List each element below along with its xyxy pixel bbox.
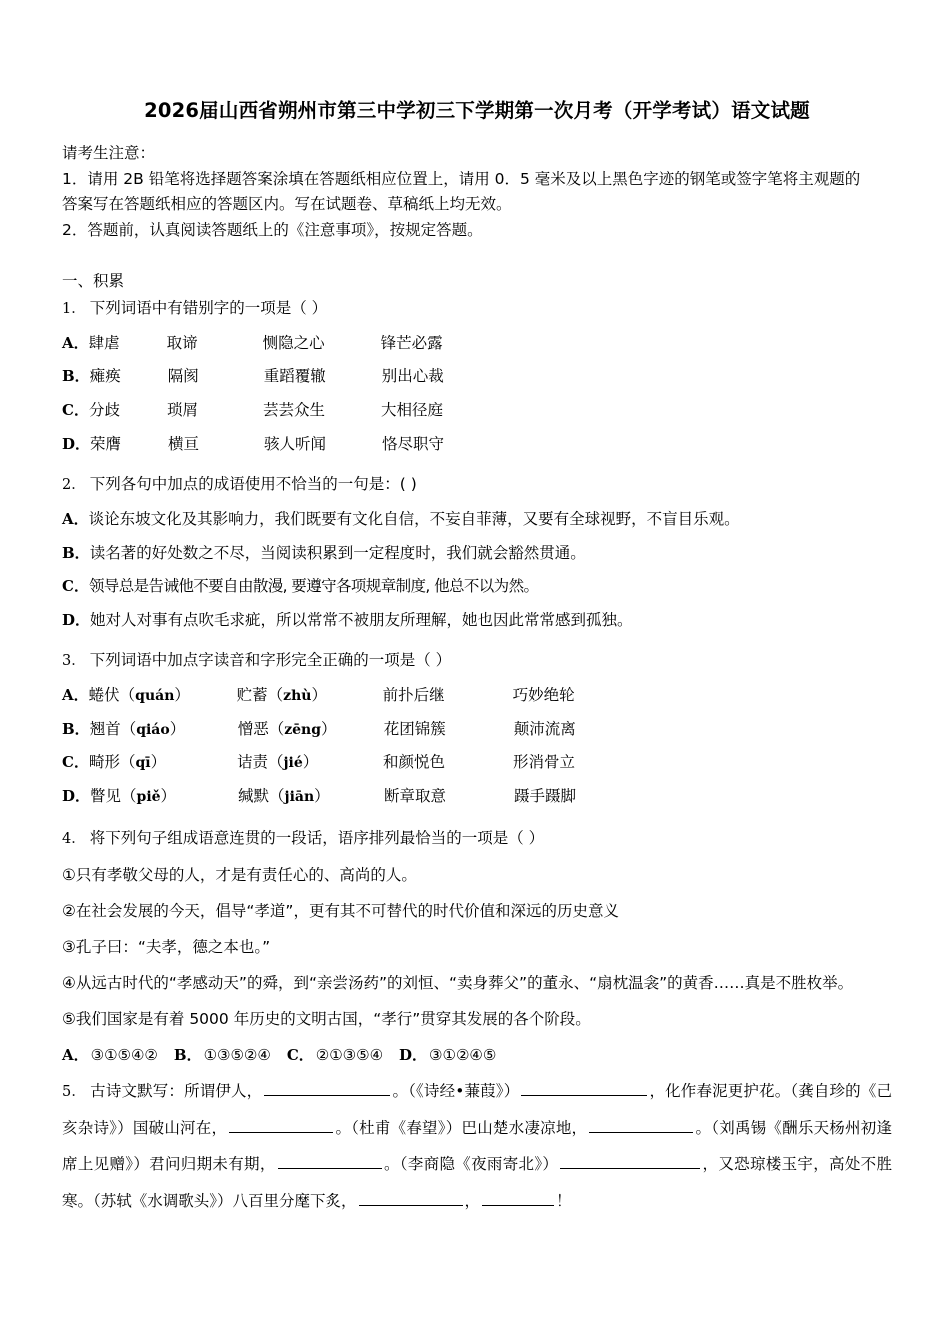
q5-part-4: 。（杜甫《春望》）巴山楚水凄凉地， — [335, 1118, 588, 1137]
pinyin-annotation: jié — [283, 755, 303, 772]
notice-line-3: 2．答题前，认真阅读答题纸上的《注意事项》，按规定答题。 — [62, 220, 483, 239]
notice-line-2: 答案写在答题纸相应的答题区内。写在试题卷、草稿纸上均无效。 — [62, 195, 512, 214]
option-label: D． — [62, 435, 91, 454]
q5-blank-8[interactable] — [482, 1190, 554, 1206]
option-word-2: 取谛 — [166, 333, 198, 352]
option-word-3: 花团锦簇 — [383, 719, 446, 738]
paper-body — [62, 96, 892, 1221]
question-4-statement-3: ③孔子曰：“夫孝，德之本也。” — [62, 938, 271, 957]
option-word-4: 形消骨立 — [512, 753, 575, 772]
q5-blank-4[interactable] — [589, 1117, 693, 1133]
question-3-option-d[interactable] — [62, 784, 892, 809]
q5-blank-2[interactable] — [521, 1081, 647, 1097]
option-word-1: 肆虐 — [88, 333, 120, 352]
option-word-3: 前扑后继 — [382, 685, 445, 704]
q5-blank-5[interactable] — [278, 1153, 382, 1169]
question-3-option-c[interactable] — [62, 750, 892, 775]
question-5 — [62, 1073, 892, 1219]
option-label: B． — [62, 719, 90, 738]
option-word-2: 缄默（jiān） — [238, 787, 330, 806]
question-4-text: 将下列句子组成语意连贯的一段话，语序排列最恰当的一项是（ ） — [89, 829, 545, 848]
question-4-stem — [62, 825, 892, 852]
option-label: B． — [62, 367, 90, 386]
answer-label-d[interactable]: D． — [399, 1045, 428, 1064]
option-word-1: 畸形（qī） — [88, 753, 167, 772]
question-3 — [62, 647, 892, 809]
question-4-number: 4． — [62, 831, 86, 848]
question-4-answer-options — [62, 1043, 892, 1068]
question-1-option-a[interactable] — [62, 331, 892, 356]
option-label: D． — [62, 611, 91, 630]
question-3-stem — [62, 647, 892, 674]
question-2-option-d[interactable] — [62, 608, 892, 633]
q5-blank-7[interactable] — [359, 1190, 463, 1206]
option-word-1: 蜷伏（quán） — [88, 685, 190, 704]
option-label: D． — [62, 787, 91, 806]
q5-part-1: 所谓伊人， — [184, 1082, 263, 1101]
option-word-2: 贮蓄（zhù） — [236, 685, 327, 704]
question-1 — [62, 295, 892, 457]
notice-heading: 请考生注意： — [62, 144, 156, 163]
option-word-4: 蹑手蹑脚 — [514, 787, 577, 806]
option-word-2: 琐屑 — [166, 401, 198, 420]
option-word-3: 断章取意 — [384, 787, 447, 806]
option-word-1: 瘫痪 — [89, 367, 121, 386]
option-word-4: 巧妙绝轮 — [512, 685, 575, 704]
q5-part-2: 。（《诗经•蒹葭》） — [392, 1082, 520, 1101]
option-word-2: 憎恶（zēng） — [237, 719, 337, 738]
option-word-3: 恻隐之心 — [262, 333, 325, 352]
question-3-text: 下列词语中加点字读音和字形完全正确的一项是（ ） — [89, 650, 452, 669]
question-3-option-a[interactable] — [62, 683, 892, 708]
question-2-option-b[interactable] — [62, 541, 892, 566]
answer-label-c[interactable]: C． — [286, 1045, 314, 1064]
page-title: 2026届山西省朔州市第三中学初三下学期第一次月考（开学考试）语文试题 — [144, 99, 810, 122]
option-label: B． — [62, 543, 90, 562]
question-2-text: 下列各句中加点的成语使用不恰当的一句是：( ) — [89, 474, 417, 493]
question-2-option-c[interactable] — [62, 574, 892, 599]
option-word-2: 横亘 — [168, 435, 200, 454]
option-word-2: 诘责（jié） — [236, 753, 319, 772]
question-4-statement-1: ①只有孝敬父母的人，才是有责任心的、高尚的人。 — [62, 866, 417, 885]
question-3-option-b[interactable] — [62, 717, 892, 742]
answer-label-b[interactable]: B． — [173, 1045, 202, 1064]
pinyin-annotation: jiān — [284, 789, 315, 806]
question-2-stem — [62, 471, 892, 498]
question-1-stem — [62, 295, 892, 322]
option-label: C． — [62, 401, 89, 420]
question-4 — [62, 825, 892, 1067]
option-word-4: 恪尽职守 — [382, 435, 445, 454]
q5-part-5: 。（刘禹锡《酬乐天杨州初逢席上见赠》）君问归期未有期， — [62, 1118, 892, 1174]
option-text: 她对人对事有点吹毛求疵，所以常常不被朋友所理解，她也因此常常感到孤独。 — [90, 611, 633, 630]
pinyin-annotation: quán — [135, 687, 175, 704]
option-word-3: 芸芸众生 — [262, 401, 325, 420]
q5-blank-3[interactable] — [229, 1117, 333, 1133]
question-4-statement-4: ④从远古时代的“孝感动天”的舜，到“亲尝汤药”的刘恒、“卖身葬父”的董永、“扇枕温衾”的黄香……真是不胜枚举。 — [62, 974, 854, 993]
option-text: 读名著的好处数之不尽，当阅读积累到一定程度时，我们就会豁然贯通。 — [89, 543, 586, 562]
question-5-stem: 古诗文默写： — [90, 1082, 185, 1101]
question-1-number: 1． — [62, 300, 86, 317]
q5-blank-1[interactable] — [264, 1081, 390, 1097]
answer-text-b[interactable]: ①③⑤②④ — [203, 1045, 271, 1064]
option-word-3: 骇人听闻 — [264, 435, 327, 454]
option-word-4: 锋芒必露 — [380, 333, 443, 352]
answer-text-d[interactable]: ③①②④⑤ — [429, 1045, 497, 1064]
option-label: A． — [62, 509, 89, 528]
question-1-option-c[interactable] — [62, 398, 892, 423]
option-text: 谈论东坡文化及其影响力，我们既要有文化自信，不妄自菲薄，又要有全球视野，不盲目乐观。 — [88, 509, 740, 528]
option-word-1: 荣膺 — [90, 435, 122, 454]
question-2 — [62, 471, 892, 633]
option-word-4: 别出心裁 — [381, 367, 444, 386]
pinyin-annotation: qiáo — [136, 721, 170, 738]
question-5-number: 5． — [62, 1084, 87, 1101]
q5-part-8: ， — [464, 1191, 481, 1210]
option-word-4: 大相径庭 — [380, 401, 443, 420]
pinyin-annotation: zhù — [283, 687, 312, 704]
question-2-option-a[interactable] — [62, 507, 892, 532]
candidate-notice — [62, 141, 892, 242]
q5-part-9: ！ — [556, 1191, 572, 1210]
question-2-number: 2． — [62, 476, 86, 493]
question-4-statement-2: ②在社会发展的今天，倡导“孝道”，更有其不可替代的时代价值和深远的历史意义 — [62, 902, 619, 921]
answer-text-a[interactable]: ③①⑤④② — [90, 1045, 158, 1064]
option-word-1: 翘首（qiáo） — [89, 719, 186, 738]
option-word-3: 重蹈覆辙 — [263, 367, 326, 386]
answer-label-a[interactable]: A． — [62, 1045, 89, 1064]
option-word-2: 隔阂 — [167, 367, 199, 386]
option-label: A． — [62, 333, 89, 352]
q5-part-6: 。（李商隐《夜雨寄北》） — [383, 1155, 559, 1174]
pinyin-annotation: piě — [136, 789, 161, 806]
option-label: A． — [62, 685, 89, 704]
option-word-4: 颠沛流离 — [513, 719, 576, 738]
question-3-number: 3． — [62, 652, 86, 669]
option-word-1: 瞥见（piě） — [90, 787, 177, 806]
option-word-3: 和颜悦色 — [382, 753, 445, 772]
option-word-1: 分歧 — [88, 401, 120, 420]
answer-text-c[interactable]: ②①③⑤④ — [315, 1045, 384, 1064]
question-1-text: 下列词语中有错别字的一项是（ ） — [89, 298, 328, 317]
q5-part-3: ，化作春泥更护花。（龚自珍的《己亥杂诗》）国破山河在， — [62, 1082, 892, 1137]
question-5-body — [62, 1073, 892, 1219]
pinyin-annotation: qī — [135, 755, 151, 772]
section-heading: 一、积累 — [62, 271, 125, 290]
question-1-option-d[interactable] — [62, 432, 892, 457]
option-label: C． — [62, 577, 89, 596]
question-4-statement-5: ⑤我们国家是有着 5000 年历史的文明古国，“孝行”贯穿其发展的各个阶段。 — [62, 1010, 591, 1029]
pinyin-annotation: zēng — [284, 721, 322, 738]
q5-blank-6[interactable] — [560, 1153, 700, 1169]
option-text: 领导总是告诫他不要自由散漫, 要遵守各项规章制度, 他总不以为然。 — [88, 577, 539, 596]
question-1-option-b[interactable] — [62, 364, 892, 389]
q5-part-7: ，又恐琼楼玉宇，高处不胜寒。（苏轼《水调歌头》）八百里分麾下炙， — [62, 1155, 892, 1210]
option-label: C． — [62, 753, 89, 772]
notice-line-1: 1．请用 2B 铅笔将选择题答案涂填在答题纸相应位置上，请用 0．5 毫米及以上黑色字迹的钢笔或签字笔将主观题的 — [62, 170, 861, 189]
